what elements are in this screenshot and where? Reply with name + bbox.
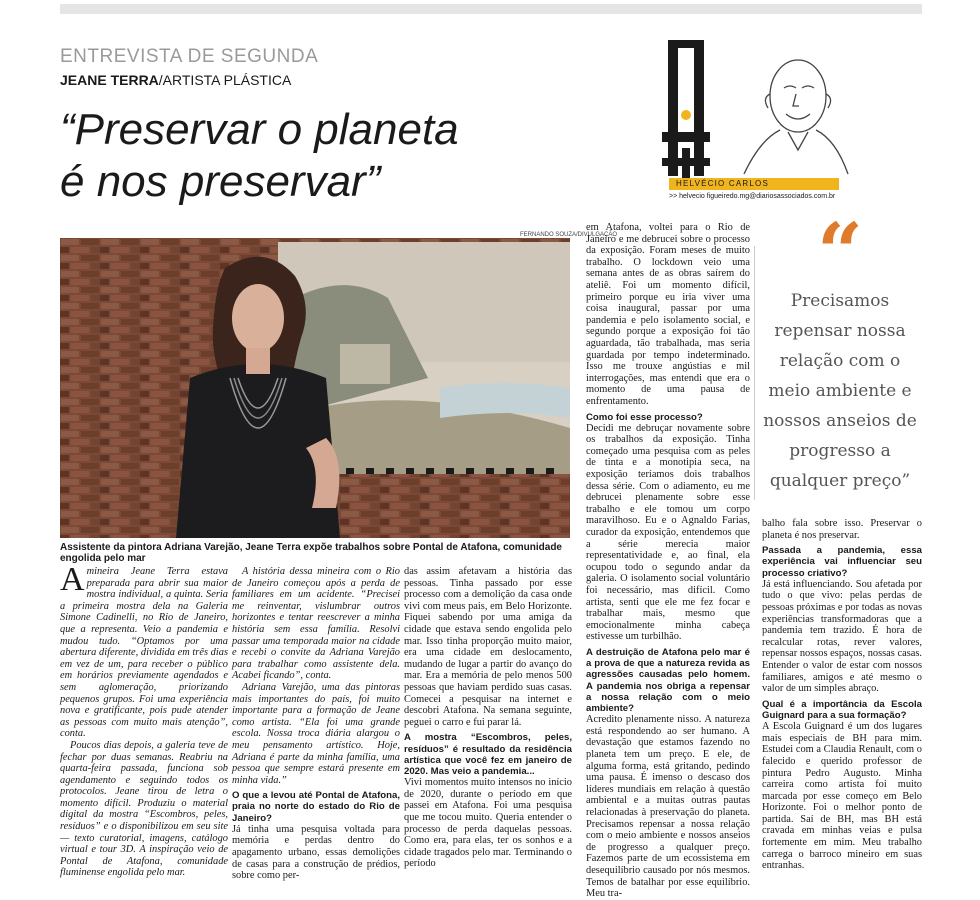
article-column-1 xyxy=(60,561,228,879)
quote-mark-icon: “ xyxy=(816,205,863,299)
paragraph: Vivi momentos muito intensos no início de 2020, durante o período em que passei em Atafona. Foi uma pesquisa que me tocou muito. Queria entender o processo de perda daquelas pessoas. Como era, para elas, ter os sonhos e a cidade tragados pelo mar. Terminando o período xyxy=(404,777,572,870)
columnist-email: >> helvecio figueiredo.mg@diariosassociados.com.br xyxy=(669,193,836,200)
paragraph: A Escola Guignard é um dos lugares mais especiais de BH para mim. Estudei com a Claudia Renault, com o falecido e querido professor de pintura Pedro Augusto. Minha carreira como artista foi muito marcada por esse começo em Belo Horizonte. Foi o melhor ponto de partida. Saí de BH, mas BH está cravada em minhas veias e pulsa fortemente em mim. Meu trabalho carrega o barroco mineiro em suas entranhas. xyxy=(762,721,922,872)
drop-cap: A xyxy=(60,561,85,598)
byline xyxy=(60,72,291,88)
columnist-portrait xyxy=(740,44,850,180)
columnist-name: HELVÉCIO CARLOS xyxy=(676,179,769,188)
section-label: ENTREVISTA DE SEGUNDA xyxy=(60,46,319,67)
interview-question: Como foi esse processo? xyxy=(586,411,703,423)
paragraph: em Atafona, voltei para o Rio de Janeiro e me debrucei sobre o processo da exposição. Foram meses de muito trabalho. O lockdown veio uma semana antes de as obras saírem do ateliê. Foi um momento difícil, primeiro porque eu iria viver uma coisa inaugural, passar por uma pandemia e pelo isolamento social, e segundo porque a exposição foi tão aguardada, tão trabalhada, mas seria guardada por tempo indeterminado. Isso me trouxe angústias e mil interrogações, mas entendi que era o momento de uma pausa de enfrentamento. xyxy=(586,222,750,407)
headline-line-1: “Preservar o planeta xyxy=(60,105,459,154)
hit-logo-text xyxy=(662,40,663,41)
photo-caption: Assistente da pintora Adriana Varejão, Jeane Terra expõe trabalhos sobre Pontal de Atafona, comunidade engolida pelo mar xyxy=(60,542,562,564)
main-photo xyxy=(60,238,570,538)
article-column-2 xyxy=(232,566,400,882)
headline-line-2: é nos preservar” xyxy=(60,157,381,206)
paragraph: A história dessa mineira com o Rio de Janeiro começou após a perda de familiares em um acidente. “Precisei me reinventar, vislumbrar outros horizontes e tentar reescrever a minha história sem essa família. Resolvi passar uma temporada maior na cidade e recebi o convite da Adriana Varejão para trabalhar como assistente dela. Acabei ficando”, conta. xyxy=(232,566,400,682)
paragraph: Adriana Varejão, uma das pintoras mais importantes do país, foi muito importante para a formação de Jeane como artista. “Ela foi uma grande escola. Nossa troca diária alargou o meu pensamento artístico. Hoje, Adriana é parte da minha família, uma pessoa que sempre estará presente em minha vida.” xyxy=(232,681,400,786)
paragraph: Decidi me debruçar novamente sobre os trabalhos da exposição. Tinha começado uma pesquisa com as peles de tinta e a monotipia seca, na exposição teríamos dois trabalhos dessa série. Com o adiamento, eu me debrucei plenamente sobre esse trabalho e ele tomou um corpo maravilhoso. Eu e o Agnaldo Farias, curador da exposição, entendemos que a série merecia maior representatividade e, ao final, ela ocupou todo o segundo andar da galeria. O isolamento social voluntário foi necessário, mas difícil. Como artista, senti que ele me fez focar e trabalhar mais, mesmo que emocionalmente minha cabeça estivesse um turbilhão. xyxy=(586,422,750,643)
pull-quote-text: Precisamos repensar nossa relação com o meio ambiente e nossos anseios de progresso a qualquer preço” xyxy=(763,291,917,491)
article-column-5 xyxy=(762,518,922,872)
interview-question: A destruição de Atafona pelo mar é a prova de que a natureza revida as agressões causadas pelo homem. A pandemia nos obriga a repensar a nossa relação com o meio ambiente? xyxy=(586,646,750,714)
paragraph: Poucos dias depois, a galeria teve de fechar por duas semanas. Reabriu na quarta-feira passada, funciona sob agendamento e seguindo todos os protocolos. Jeane tirou de letra o momento difícil. Produziu o material digital da mostra “Escombros, peles, resíduos” e o disponibilizou em seu site — texto curatorial, imagens, catálogo virtual e tour 3D. A inspiração veio de Pontal de Atafona, comunidade fluminense engolida pelo mar. xyxy=(60,739,228,879)
headline xyxy=(60,104,600,208)
interviewee-name: JEANE TERRA xyxy=(60,72,159,88)
paragraph: mineira Jeane Terra estava preparada para abrir sua maior mostra individual, a quinta. Seria a primeira mostra dela na Galeria Simone Cadinelli, no Rio de Janeiro, que a representa. Veio a pandemia e mudou tudo. “Optamos por uma abertura diferente, dividida em três dias em vez de um, para receber o público em horários previamente agendados e sem aglomeração, priorizando pequenos grupos. Foi uma experiência nova e gratificante, pois pude atender as pessoas com muito mais atenção”, conta. xyxy=(60,566,228,740)
interviewee-role: /ARTISTA PLÁSTICA xyxy=(158,72,292,88)
paragraph: das assim afetavam a história das pessoas. Tinha passado por esse processo com a demolição da casa onde vivi com meus pais, em Belo Horizonte. Fiquei sabendo por uma amiga da cidade que estava sendo engolida pelo mar. Isso tinha proporção muito maior, era uma cidade em deslocamento, mudando de lugar a partir do avanço do mar. Era a memória de pelo menos 500 pessoas que haviam perdido suas casas. Comecei a pesquisar na internet e descobri Atafona. Na semana seguinte, peguei o carro e fui parar lá. xyxy=(404,566,572,728)
paragraph: Já tinha uma pesquisa voltada para memória e perdas dentro do apagamento urbano, essas demolições de casas para a construção de prédios, sobre como per- xyxy=(232,823,400,882)
paragraph: balho fala sobre isso. Preservar o planeta é nos preservar. xyxy=(762,518,922,541)
hit-logo xyxy=(662,40,710,178)
paragraph: Já está influenciando. Sou afetada por tudo o que vivo: pelas perdas de pessoas próximas e por todas as novas experiências transformadoras que a pandemia tem trazido. É hora de recalcular rotas, rever valores, repensar nossos espaços, nossas casas. Entender o valor de estar com nossos familiares, amigos e até mesmo o valor de um simples abraço. xyxy=(762,578,922,695)
pull-quote xyxy=(760,205,920,496)
article-column-3 xyxy=(404,566,572,870)
interview-question: Passada a pandemia, essa experiência vai influenciar seu processo criativo? xyxy=(762,545,922,579)
interview-question: O que a levou até Pontal de Atafona, praia no norte do estado do Rio de Janeiro? xyxy=(232,790,400,824)
interview-question: Qual é a importância da Escola Guignard para a sua formação? xyxy=(762,698,922,721)
page-top-bar xyxy=(60,4,922,14)
article-column-4 xyxy=(586,222,750,900)
paragraph: Acredito plenamente nisso. A natureza está respondendo ao ser humano. A devastação que estamos fazendo no planeta tem um preço. E ele, de alguma forma, está gritando, pedindo uma pausa. É imenso o descaso dos líderes mundiais em relação à questão ambiental e a muitas outras pautas relacionadas à preservação do planeta. Precisamos repensar a nossa relação com o meio ambiente e nossos anseios de progresso a qualquer preço. Fazemos parte de um ecossistema em desequilíbrio causado por nós mesmos. Temos de batalhar por esse equilíbrio. Meu tra- xyxy=(586,714,750,900)
pull-quote-divider xyxy=(754,246,755,500)
interview-question: A mostra “Escombros, peles, resíduos” é resultado da residência artística que você fez em janeiro de 2020. Mas veio a pandemia... xyxy=(404,732,572,777)
photo-credit: FERNANDO SOUZA/DIVULGAÇÃO xyxy=(520,232,618,238)
